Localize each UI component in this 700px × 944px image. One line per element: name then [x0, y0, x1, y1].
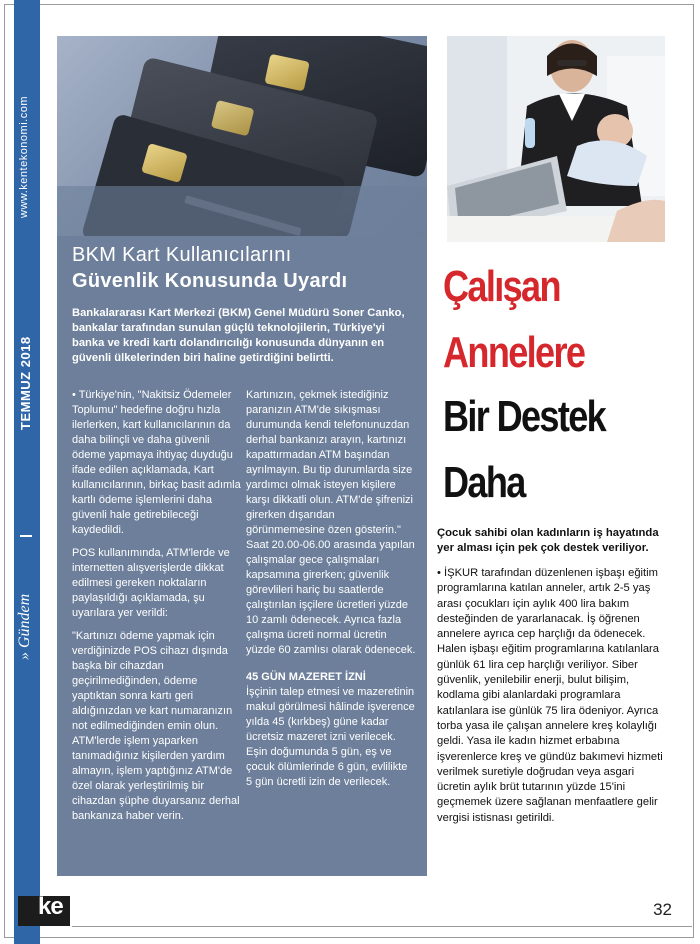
right-title-line3: Bir Destek	[443, 392, 606, 441]
section-marker-icon: »	[16, 652, 33, 660]
paragraph: Eşin doğumunda 5 gün, eş ve çocuk ölümlerinde 6 gün, evlilikte 5 gün ücretli izin de verilecek.	[246, 746, 408, 788]
credit-cards-photo	[57, 36, 427, 236]
paragraph: Kartınızın, çekmek istediğiniz paranızın ATM'de sıkışması durumunda kendi telefonunuzdan derhal bankanızı arayın, kartınızı kapattırmadan ATM başından ayrılmayın. Bu tip durumlarda size yardımcı olmak isteyen kişilere karşı dikkatli olun. ATM'de şifrenizi girerken dışarıdan görünmemesine özen gösterin."	[246, 389, 413, 536]
website-label: www.kentekonomi.com	[18, 96, 30, 218]
paragraph: "Kartınızı ödeme yapmak için verdiğinizde POS cihazı dışında başka bir cihazdan geçirilmediğinden, ödeme yaptıktan sonra kartı geri aldığınızdan ve kart numaranızın not edilmediğinden emin olun. ATM'lerde işlem yaparken tanımadığınız kişilerden yardım almayın, işlem yaptığınız ATM'de özel olarak yerleştirilmiş bir cihazdan şüphe duyarsanız derhal bankanıza haber verin.	[72, 630, 240, 822]
right-title-line1: Çalışan	[443, 262, 560, 311]
left-lead: Bankalararası Kart Merkezi (BKM) Genel Müdürü Soner Canko, bankalar tarafından sunulan güçlü teknolojilerin, Türkiye'yi banka ve kredi kartı dolandırıcılığı konusunda dünyanın en güvenli ülkelerinden biri haline getirdiğini belirtti.	[72, 307, 405, 364]
left-title-line1: BKM Kart Kullanıcılarını	[72, 244, 292, 266]
issue-date: TEMMUZ 2018	[18, 336, 33, 430]
section-label	[16, 594, 34, 660]
page-number: 32	[653, 900, 672, 919]
left-column-2	[246, 388, 416, 798]
magazine-logo: ke	[38, 893, 63, 920]
right-lead: Çocuk sahibi olan kadınların iş hayatında yer alması için pek çok destek veriliyor.	[437, 527, 659, 554]
mother-with-baby-illustration	[447, 36, 665, 242]
mother-baby-photo	[447, 36, 665, 242]
paragraph: Saat 20.00-06.00 arasında yapılan çalışmalar gece çalışmaları kapsamına girerken; güvenlik görevlileri hariç bu saatlerde çalıştırılan işçilere ücretleri yüzde 10 zamlı ödenecek. Ayrıca fazla çalışma ücreti normal ücretin yüzde 60 zamlısı olarak ödenecek.	[246, 539, 416, 656]
paragraph: İşçinin talep etmesi ve mazeretinin makul görülmesi hâlinde işverence yılda 45 (kırkbeş) güne kadar ücretsiz mazeret izni verilecek.	[246, 686, 415, 743]
left-title-line2: Güvenlik Konusunda Uyardı	[72, 270, 348, 292]
left-column-1	[72, 388, 242, 832]
right-body: • İŞKUR tarafından düzenlenen işbaşı eğitim programlarına katılan anneler, artık 2-5 yaş arası çocukları için aylık 400 lira bakım desteğinden de yararlanacak. İş öğrenen annelere ayrıca cep harçlığı da ödenecek. Halen işbaşı eğitim programlarına katılanlara günlük 61 lira cep harçlığı veriliyor. Siber güvenlik, yenilebilir enerji, bulut bilişim, kodlama gibi alanlardaki programlara katılanlara ise günlük 75 lira ödeniyor. Ayrıca torba yasa ile çalışan annelere kreş kolaylığı geldi. Yasa ile kadın hizmet erbabına işverenlerce kreş ve gündüz bakımevi hizmeti verilmek suretiyle doğrudan veya asgari ücretin aylık brüt tutarının yüzde 15'ini geçmemek üzere sağlanan menfaatlere gelir vergisi istisnası getirildi.	[437, 567, 663, 824]
right-title-line2: Annelere	[443, 328, 585, 377]
credit-cards-illustration	[57, 36, 427, 236]
subheading: 45 GÜN MAZERET İZNİ	[246, 671, 366, 683]
footer-divider	[72, 926, 692, 927]
section-name: Gündem	[16, 593, 33, 648]
right-title-line4: Daha	[443, 458, 525, 507]
spine-divider	[20, 535, 32, 537]
paragraph: POS kullanımında, ATM'lerde ve internetten alışverişlerde dikkat edilmesi gereken noktaların paylaşıldığı açıklamada, şu uyarılara yer verildi:	[72, 547, 230, 619]
paragraph: • Türkiye'nin, "Nakitsiz Ödemeler Toplumu" hedefine doğru hızla ilerlerken, kart kullanıcılarının da daha bilinçli ve daha güvenli ödeme yapmaya ihtiyaç duyduğu ifade edilen açıklamada, Kart kullanıcılarının, birkaç basit adımla kartlı ödeme işlemlerini daha güvenli hale getirebileceği kaydedildi.	[72, 389, 241, 536]
